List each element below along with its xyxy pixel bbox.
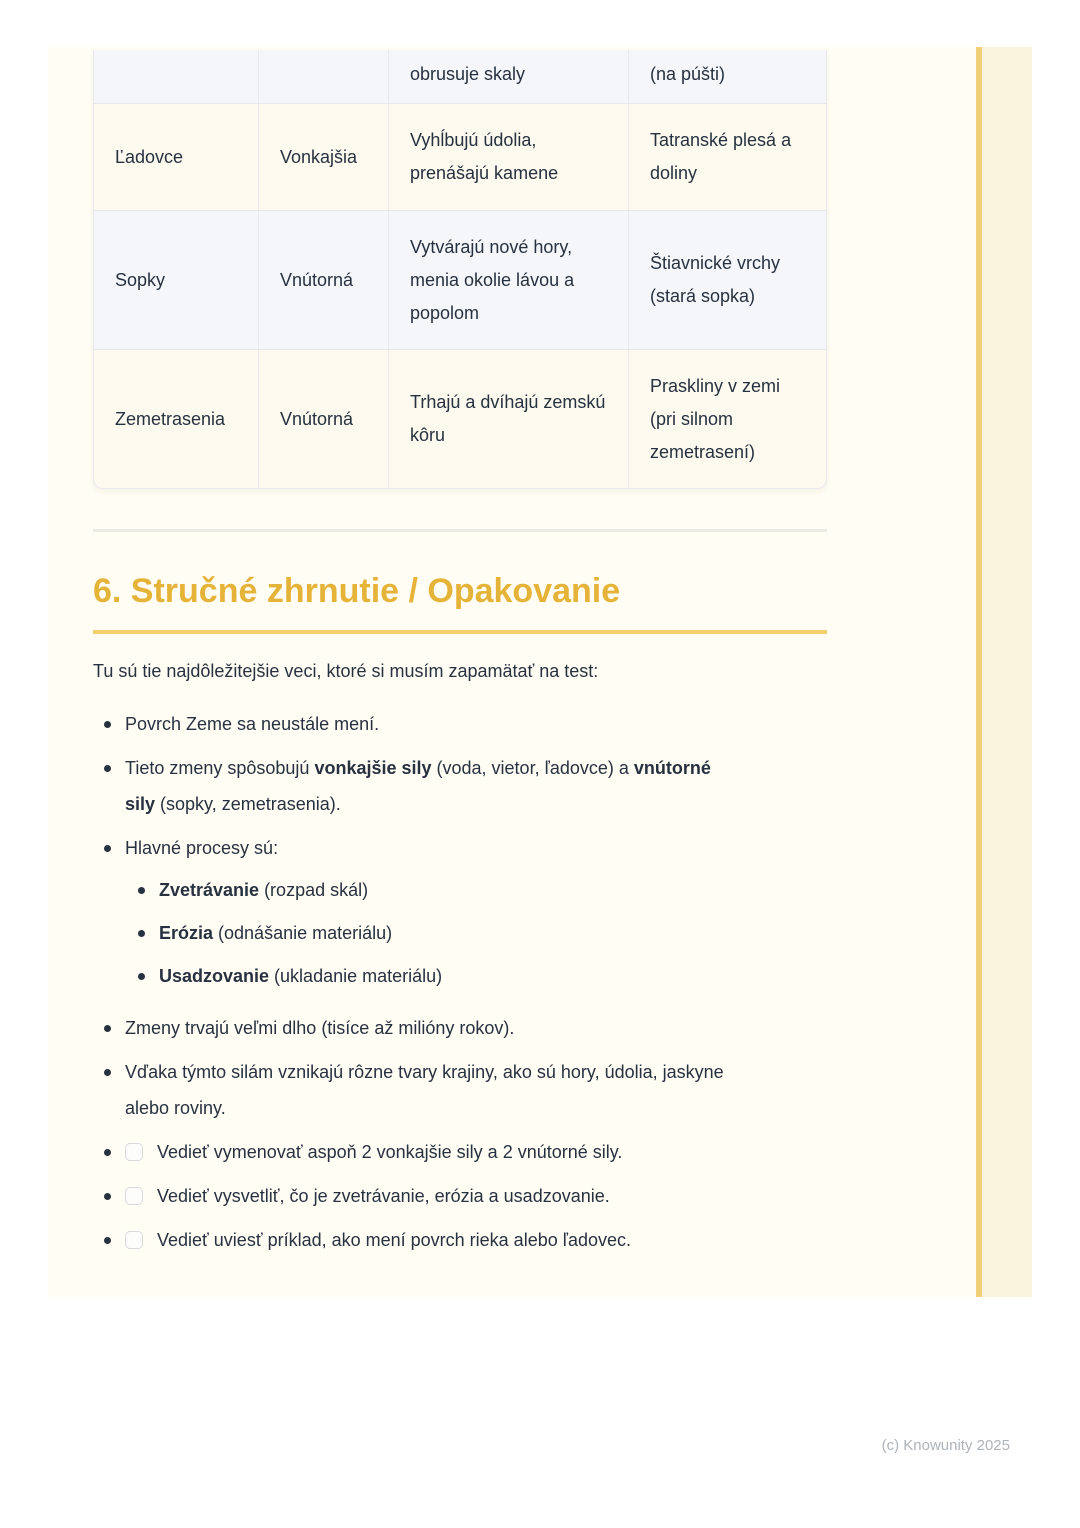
checklist-item-text: Vedieť uviesť príklad, ako mení povrch rieka alebo ľadovec. (157, 1230, 632, 1250)
table-cell-type: Vnútorná (258, 211, 388, 349)
list-item (93, 830, 827, 994)
table-cell-example: Praskliny v zemi (pri silnom zemetrasení) (628, 350, 826, 488)
bold-term: Zvetrávanie (159, 880, 260, 900)
right-margin-strip (982, 47, 1032, 1297)
checklist-item (93, 1178, 827, 1214)
checklist-item-text: Vedieť vymenovať aspoň 2 vonkajšie sily a 2 vnútorné sily. (157, 1142, 623, 1162)
notebook-margin-line (976, 47, 982, 1297)
table-row (94, 103, 826, 210)
table-cell-example: (na púšti) (628, 50, 826, 103)
nested-list-item (125, 915, 827, 951)
list-item-text: alebo roviny. (125, 1098, 226, 1118)
bold-term: vonkajšie sily (314, 758, 432, 778)
nested-list (125, 872, 827, 994)
table-cell-action: Vyhĺbujú údolia, prenášajú kamene (388, 104, 628, 210)
summary-list (93, 706, 827, 1258)
table-cell-force (94, 50, 258, 103)
table-cell-action: obrusuje skaly (388, 50, 628, 103)
list-item (93, 1010, 827, 1046)
table-row (94, 349, 826, 488)
list-item-text: (rozpad skál) (259, 880, 369, 900)
list-item (93, 706, 827, 742)
list-item-text: Hlavné procesy sú: (125, 838, 279, 858)
list-item-text: (odnášanie materiálu) (213, 923, 393, 943)
table-cell-action: Trhajú a dvíhajú zemskú kôru (388, 350, 628, 488)
note-card (48, 47, 1032, 1297)
table-cell-force: Zemetrasenia (115, 408, 226, 429)
checklist-item (93, 1222, 827, 1258)
section-heading: 6. Stručné zhrnutie / Opakovanie (93, 568, 827, 634)
table-cell-example: Štiavnické vrchy (stará sopka) (628, 211, 826, 349)
table-cell-force: Sopky (115, 269, 166, 290)
note-content (93, 50, 827, 1258)
table-row (94, 210, 826, 349)
list-item (93, 1054, 827, 1126)
bold-term: Erózia (159, 923, 214, 943)
section-divider (93, 529, 827, 532)
summary-intro: Tu sú tie najdôležitejšie veci, ktoré si musím zapamätať na test: (93, 661, 599, 681)
bold-term: vnútorné (633, 758, 711, 778)
table-row (94, 50, 826, 103)
bold-term: sily (125, 794, 156, 814)
table-cell-type: Vonkajšia (258, 104, 388, 210)
list-item-text: (sopky, zemetrasenia). (155, 794, 341, 814)
list-item-text: (ukladanie materiálu) (269, 966, 443, 986)
checkbox[interactable] (125, 1231, 143, 1249)
list-item-text: Zmeny trvajú veľmi dlho (tisíce až milióny rokov). (125, 1018, 515, 1038)
forces-table (93, 50, 827, 489)
copyright-notice: (c) Knowunity 2025 (881, 1437, 1010, 1454)
checklist-item-text: Vedieť vysvetliť, čo je zvetrávanie, erózia a usadzovanie. (157, 1186, 610, 1206)
table-cell-force: Ľadovce (115, 146, 184, 167)
table-cell-action: Vytvárajú nové hory, menia okolie lávou a popolom (388, 211, 628, 349)
list-item-text: Povrch Zeme sa neustále mení. (125, 714, 380, 734)
table-cell-example: Tatranské plesá a doliny (628, 104, 826, 210)
table-cell-type: Vnútorná (258, 350, 388, 488)
list-item-text: (voda, vietor, ľadovce) a (431, 758, 634, 778)
checklist-item (93, 1134, 827, 1170)
checkbox[interactable] (125, 1143, 143, 1161)
nested-list-item (125, 958, 827, 994)
list-item (93, 750, 827, 822)
list-item-text: Tieto zmeny spôsobujú (125, 758, 315, 778)
nested-list-item (125, 872, 827, 908)
table-cell-type (258, 50, 388, 103)
bold-term: Usadzovanie (159, 966, 270, 986)
checkbox[interactable] (125, 1187, 143, 1205)
list-item-text: Vďaka týmto silám vznikajú rôzne tvary krajiny, ako sú hory, údolia, jaskyne (125, 1062, 724, 1082)
